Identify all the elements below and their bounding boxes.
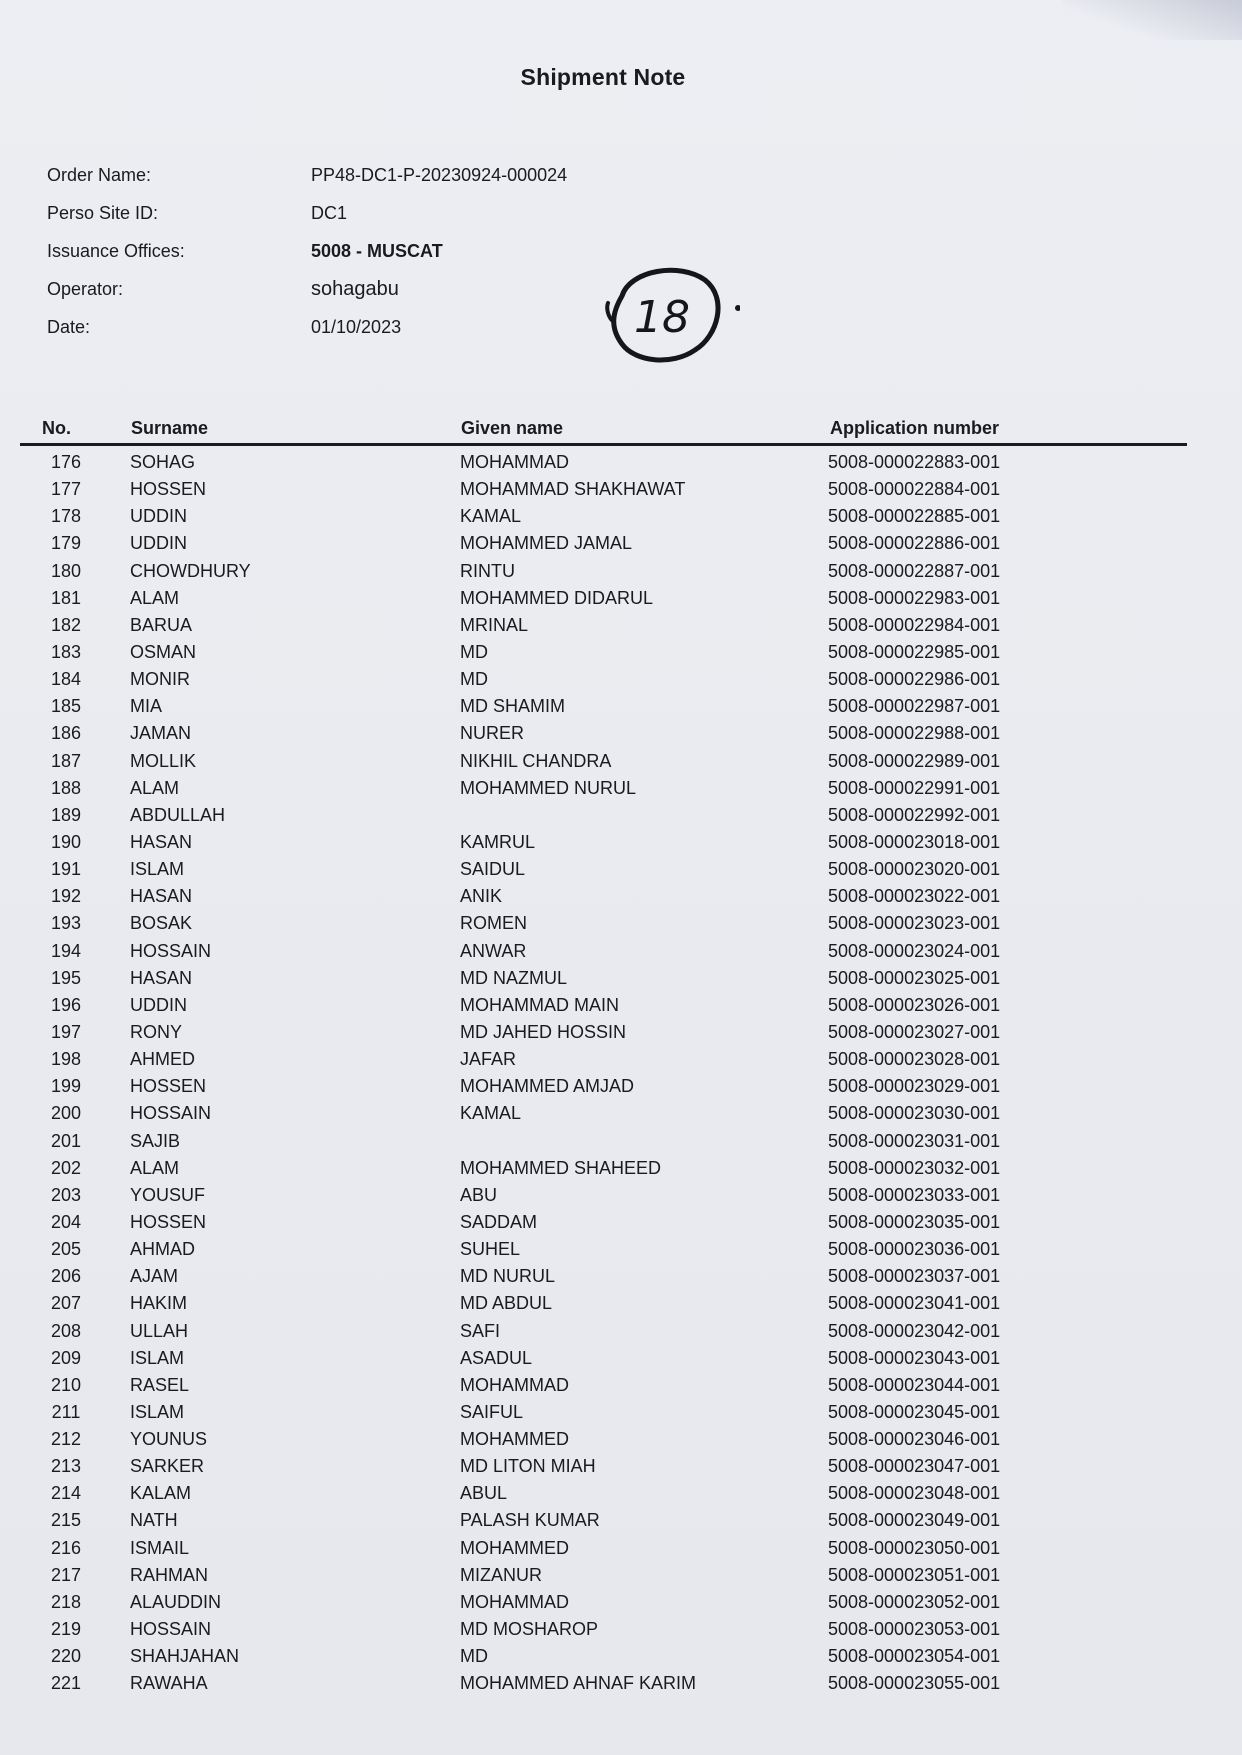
table-row bbox=[0, 1263, 1242, 1290]
row-given-name: MRINAL bbox=[460, 614, 529, 635]
table-row bbox=[0, 1019, 1242, 1046]
table-row bbox=[0, 992, 1242, 1019]
order-name-value: PP48-DC1-P-20230924-000024 bbox=[311, 165, 568, 185]
row-given-name: MOHAMMED SHAHEED bbox=[460, 1157, 662, 1178]
table-row bbox=[0, 1182, 1242, 1209]
row-surname: ALAM bbox=[130, 587, 180, 608]
row-application-number: 5008-000022983-001 bbox=[828, 587, 1001, 608]
row-number: 195 bbox=[50, 967, 82, 988]
table-row bbox=[0, 1073, 1242, 1100]
row-application-number: 5008-000023052-001 bbox=[828, 1591, 1001, 1612]
table-row bbox=[0, 612, 1242, 639]
row-application-number: 5008-000023048-001 bbox=[828, 1483, 1001, 1504]
row-application-number: 5008-000023025-001 bbox=[828, 967, 1001, 988]
row-surname: CHOWDHURY bbox=[130, 560, 251, 581]
row-application-number: 5008-000023037-001 bbox=[828, 1266, 1001, 1287]
row-surname: UDDIN bbox=[130, 533, 187, 554]
row-surname: UDDIN bbox=[130, 506, 187, 527]
row-application-number: 5008-000023046-001 bbox=[828, 1429, 1001, 1450]
row-given-name: SADDAM bbox=[460, 1211, 538, 1232]
row-number: 176 bbox=[50, 452, 82, 472]
row-number: 216 bbox=[50, 1537, 82, 1558]
row-application-number: 5008-000022989-001 bbox=[828, 750, 1001, 771]
row-number: 211 bbox=[51, 1401, 81, 1422]
row-given-name: MOHAMMED bbox=[460, 1429, 569, 1450]
row-number: 197 bbox=[50, 1021, 82, 1042]
table-row bbox=[0, 693, 1242, 720]
row-surname: ALAUDDIN bbox=[130, 1591, 222, 1612]
table-row bbox=[0, 1100, 1242, 1127]
row-application-number: 5008-000023055-001 bbox=[828, 1673, 1001, 1694]
row-application-number: 5008-000022987-001 bbox=[828, 696, 1001, 717]
table-row bbox=[0, 1426, 1242, 1453]
row-surname: ALAM bbox=[130, 777, 180, 798]
row-surname: UDDIN bbox=[130, 994, 187, 1015]
row-surname: NATH bbox=[130, 1510, 178, 1531]
table-row bbox=[0, 1670, 1242, 1697]
row-number: 186 bbox=[50, 723, 82, 744]
row-application-number: 5008-000023043-001 bbox=[828, 1347, 1001, 1368]
row-application-number: 5008-000022984-001 bbox=[828, 614, 1001, 635]
row-number: 183 bbox=[50, 641, 82, 662]
row-surname: AJAM bbox=[130, 1266, 179, 1287]
table-row bbox=[0, 1290, 1242, 1317]
row-given-name: MD bbox=[460, 669, 488, 690]
row-given-name: MOHAMMAD SHAKHAWAT bbox=[460, 479, 686, 500]
row-surname: BOSAK bbox=[130, 913, 193, 934]
shipment-table-body bbox=[0, 449, 1242, 1697]
row-number: 204 bbox=[50, 1211, 82, 1232]
row-given-name: KAMRUL bbox=[460, 831, 536, 852]
row-application-number: 5008-000023023-001 bbox=[828, 913, 1001, 934]
row-surname: HAKIM bbox=[130, 1293, 188, 1314]
row-surname: OSMAN bbox=[130, 641, 197, 662]
row-given-name: SAIDUL bbox=[460, 859, 526, 880]
table-row bbox=[0, 1128, 1242, 1155]
row-surname: RONY bbox=[130, 1021, 183, 1042]
row-given-name: NIKHIL CHANDRA bbox=[460, 750, 612, 771]
row-application-number: 5008-000022985-001 bbox=[828, 641, 1001, 662]
handwritten-circled-number bbox=[600, 258, 740, 373]
row-surname: HASAN bbox=[130, 967, 193, 988]
row-surname: ISLAM bbox=[130, 859, 185, 880]
table-row bbox=[0, 1046, 1242, 1073]
table-row bbox=[0, 910, 1242, 937]
operator-label: Operator: bbox=[47, 279, 124, 299]
table-row bbox=[0, 1318, 1242, 1345]
row-number: 185 bbox=[50, 696, 82, 717]
row-given-name: MOHAMMED bbox=[460, 1537, 569, 1558]
row-given-name: MD JAHED HOSSIN bbox=[460, 1021, 627, 1042]
row-given-name: KAMAL bbox=[460, 506, 522, 527]
row-application-number: 5008-000023033-001 bbox=[828, 1184, 1001, 1205]
row-given-name: SAFI bbox=[460, 1320, 501, 1341]
handwritten-number-text: 18 bbox=[634, 292, 690, 343]
row-surname: ALAM bbox=[130, 1157, 180, 1178]
row-surname: ISMAIL bbox=[130, 1537, 190, 1558]
row-application-number: 5008-000023045-001 bbox=[828, 1401, 1001, 1422]
row-number: 193 bbox=[50, 913, 82, 934]
row-number: 206 bbox=[50, 1266, 82, 1287]
row-surname: RAHMAN bbox=[130, 1564, 209, 1585]
table-row bbox=[0, 558, 1242, 585]
row-given-name: KAMAL bbox=[460, 1103, 522, 1124]
column-header-surname: Surname bbox=[131, 418, 209, 438]
row-application-number: 5008-000022988-001 bbox=[828, 723, 1001, 744]
site-id-value: DC1 bbox=[311, 203, 348, 223]
row-surname: HASAN bbox=[130, 831, 193, 852]
row-given-name: MD MOSHAROP bbox=[460, 1619, 599, 1640]
table-row bbox=[0, 1236, 1242, 1263]
table-row bbox=[0, 1562, 1242, 1589]
row-surname: HOSSEN bbox=[130, 1076, 207, 1097]
row-surname: SOHAG bbox=[130, 452, 196, 472]
row-surname: YOUSUF bbox=[130, 1184, 206, 1205]
row-number: 189 bbox=[50, 804, 82, 825]
row-given-name: MD bbox=[460, 1646, 488, 1667]
row-given-name: MD NAZMUL bbox=[460, 967, 567, 988]
row-application-number: 5008-000023042-001 bbox=[828, 1320, 1001, 1341]
row-number: 218 bbox=[50, 1591, 82, 1612]
row-number: 199 bbox=[50, 1076, 82, 1097]
row-given-name: MOHAMMED NURUL bbox=[460, 777, 637, 798]
row-application-number: 5008-000023027-001 bbox=[828, 1021, 1001, 1042]
row-application-number: 5008-000022992-001 bbox=[828, 804, 1001, 825]
row-given-name: MOHAMMAD MAIN bbox=[460, 994, 619, 1015]
row-given-name: MD bbox=[460, 641, 488, 662]
row-application-number: 5008-000023036-001 bbox=[828, 1239, 1001, 1260]
row-number: 188 bbox=[50, 777, 82, 798]
row-surname: AHMED bbox=[130, 1049, 196, 1070]
row-number: 196 bbox=[50, 994, 82, 1015]
row-surname: RASEL bbox=[130, 1374, 190, 1395]
row-application-number: 5008-000023051-001 bbox=[828, 1564, 1001, 1585]
row-surname: YOUNUS bbox=[130, 1429, 208, 1450]
row-surname: ISLAM bbox=[130, 1401, 185, 1422]
row-given-name: ROMEN bbox=[460, 913, 527, 934]
table-row bbox=[0, 856, 1242, 883]
row-number: 202 bbox=[50, 1157, 82, 1178]
table-row bbox=[0, 720, 1242, 747]
table-row bbox=[0, 1155, 1242, 1182]
row-given-name: MD LITON MIAH bbox=[460, 1456, 596, 1477]
table-row bbox=[0, 1453, 1242, 1480]
column-header-application-number: Application number bbox=[830, 418, 1000, 438]
table-row bbox=[0, 1643, 1242, 1670]
row-given-name: MOHAMMED JAMAL bbox=[460, 533, 633, 554]
date-label: Date: bbox=[47, 317, 91, 337]
row-application-number: 5008-000023018-001 bbox=[828, 831, 1001, 852]
row-given-name: ASADUL bbox=[460, 1347, 533, 1368]
table-row bbox=[0, 585, 1242, 612]
row-surname: RAWAHA bbox=[130, 1673, 208, 1694]
table-row bbox=[0, 748, 1242, 775]
row-surname: HOSSEN bbox=[130, 1211, 207, 1232]
row-number: 212 bbox=[50, 1429, 82, 1450]
table-row bbox=[0, 1616, 1242, 1643]
row-surname: ABDULLAH bbox=[130, 804, 226, 825]
issuance-office-label: Issuance Offices: bbox=[47, 241, 185, 261]
row-number: 179 bbox=[50, 533, 82, 554]
row-surname: MONIR bbox=[130, 669, 190, 690]
row-application-number: 5008-000023030-001 bbox=[828, 1103, 1001, 1124]
row-given-name: NURER bbox=[460, 723, 525, 744]
row-surname: SARKER bbox=[130, 1456, 205, 1477]
row-number: 191 bbox=[50, 859, 82, 880]
paper-fold-shadow bbox=[1062, 0, 1242, 40]
row-number: 184 bbox=[50, 669, 82, 690]
row-surname: SAJIB bbox=[130, 1130, 181, 1151]
row-number: 215 bbox=[50, 1510, 82, 1531]
row-number: 181 bbox=[50, 587, 82, 608]
row-surname: ISLAM bbox=[130, 1347, 185, 1368]
row-application-number: 5008-000023049-001 bbox=[828, 1510, 1001, 1531]
row-application-number: 5008-000022884-001 bbox=[828, 479, 1001, 500]
row-number: 217 bbox=[50, 1564, 82, 1585]
row-application-number: 5008-000023020-001 bbox=[828, 859, 1001, 880]
date-value: 01/10/2023 bbox=[311, 317, 402, 337]
row-number: 207 bbox=[50, 1293, 82, 1314]
row-given-name: ABU bbox=[460, 1184, 498, 1205]
row-application-number: 5008-000023032-001 bbox=[828, 1157, 1001, 1178]
row-given-name: MD ABDUL bbox=[460, 1293, 553, 1314]
row-given-name: MOHAMMAD bbox=[460, 452, 569, 472]
row-number: 198 bbox=[50, 1049, 82, 1070]
row-surname: ULLAH bbox=[130, 1320, 189, 1341]
row-given-name: MD NURUL bbox=[460, 1266, 556, 1287]
table-row bbox=[0, 666, 1242, 693]
row-number: 178 bbox=[50, 506, 82, 527]
row-application-number: 5008-000023031-001 bbox=[828, 1130, 1001, 1151]
row-application-number: 5008-000023028-001 bbox=[828, 1049, 1001, 1070]
row-number: 208 bbox=[50, 1320, 82, 1341]
row-surname: HOSSAIN bbox=[130, 1103, 212, 1124]
row-given-name: MOHAMMED DIDARUL bbox=[460, 587, 654, 608]
table-row bbox=[0, 1209, 1242, 1236]
site-id-label: Perso Site ID: bbox=[47, 203, 159, 223]
table-row bbox=[0, 1345, 1242, 1372]
row-application-number: 5008-000022986-001 bbox=[828, 669, 1001, 690]
row-number: 201 bbox=[50, 1130, 82, 1151]
row-given-name: SUHEL bbox=[460, 1239, 521, 1260]
document-title: Shipment Note bbox=[520, 64, 686, 90]
table-row bbox=[0, 639, 1242, 666]
row-number: 203 bbox=[50, 1184, 82, 1205]
row-application-number: 5008-000023024-001 bbox=[828, 940, 1001, 961]
row-number: 190 bbox=[50, 831, 82, 852]
row-number: 205 bbox=[50, 1239, 82, 1260]
row-given-name: ANIK bbox=[460, 886, 503, 907]
table-row bbox=[0, 802, 1242, 829]
row-given-name: MOHAMMAD bbox=[460, 1591, 569, 1612]
order-name-label: Order Name: bbox=[47, 165, 152, 185]
row-application-number: 5008-000023053-001 bbox=[828, 1619, 1001, 1640]
row-application-number: 5008-000022885-001 bbox=[828, 506, 1001, 527]
row-application-number: 5008-000022886-001 bbox=[828, 533, 1001, 554]
table-row bbox=[0, 1372, 1242, 1399]
table-row bbox=[0, 1589, 1242, 1616]
table-row bbox=[0, 965, 1242, 992]
table-row bbox=[0, 775, 1242, 802]
table-row bbox=[0, 883, 1242, 910]
row-number: 213 bbox=[50, 1456, 82, 1477]
issuance-office-value: 5008 - MUSCAT bbox=[311, 241, 443, 261]
row-given-name: ANWAR bbox=[460, 940, 527, 961]
operator-value: sohagabu bbox=[311, 278, 399, 300]
row-number: 182 bbox=[50, 614, 82, 635]
table-row bbox=[0, 476, 1242, 503]
row-surname: HOSSAIN bbox=[130, 1619, 212, 1640]
row-surname: HOSSEN bbox=[130, 479, 207, 500]
row-surname: AHMAD bbox=[130, 1239, 196, 1260]
row-number: 177 bbox=[50, 479, 82, 500]
row-application-number: 5008-000023047-001 bbox=[828, 1456, 1001, 1477]
row-given-name: MD SHAMIM bbox=[460, 696, 565, 717]
row-given-name: MIZANUR bbox=[460, 1564, 542, 1585]
row-number: 219 bbox=[50, 1619, 82, 1640]
row-given-name: JAFAR bbox=[460, 1049, 517, 1070]
table-row bbox=[0, 829, 1242, 856]
row-application-number: 5008-000023054-001 bbox=[828, 1646, 1001, 1667]
row-given-name: PALASH KUMAR bbox=[460, 1510, 600, 1531]
row-application-number: 5008-000023026-001 bbox=[828, 994, 1001, 1015]
row-surname: MOLLIK bbox=[130, 750, 197, 771]
row-surname: JAMAN bbox=[130, 723, 192, 744]
column-header-given-name: Given name bbox=[461, 418, 564, 438]
row-given-name: MOHAMMED AHNAF KARIM bbox=[460, 1673, 697, 1694]
row-number: 194 bbox=[50, 940, 82, 961]
row-application-number: 5008-000023035-001 bbox=[828, 1211, 1001, 1232]
row-number: 220 bbox=[50, 1646, 82, 1667]
table-row bbox=[0, 449, 1242, 476]
row-application-number: 5008-000023041-001 bbox=[828, 1293, 1001, 1314]
row-number: 192 bbox=[50, 886, 82, 907]
row-number: 210 bbox=[50, 1374, 82, 1395]
row-given-name: MOHAMMED AMJAD bbox=[460, 1076, 635, 1097]
table-row bbox=[0, 503, 1242, 530]
row-given-name: ABUL bbox=[460, 1483, 508, 1504]
row-number: 200 bbox=[50, 1103, 82, 1124]
table-row bbox=[0, 1507, 1242, 1534]
row-surname: HASAN bbox=[130, 886, 193, 907]
row-surname: KALAM bbox=[130, 1483, 192, 1504]
header-rule bbox=[20, 443, 1187, 446]
row-number: 180 bbox=[50, 560, 82, 581]
row-application-number: 5008-000022887-001 bbox=[828, 560, 1001, 581]
table-row bbox=[0, 530, 1242, 557]
row-number: 187 bbox=[50, 750, 82, 771]
row-application-number: 5008-000023022-001 bbox=[828, 886, 1001, 907]
table-row bbox=[0, 1480, 1242, 1507]
table-row bbox=[0, 1535, 1242, 1562]
row-application-number: 5008-000023050-001 bbox=[828, 1537, 1001, 1558]
table-row bbox=[0, 938, 1242, 965]
row-given-name: MOHAMMAD bbox=[460, 1374, 569, 1395]
row-given-name: SAIFUL bbox=[460, 1401, 524, 1422]
row-surname: BARUA bbox=[130, 614, 193, 635]
row-application-number: 5008-000023029-001 bbox=[828, 1076, 1001, 1097]
row-application-number: 5008-000022883-001 bbox=[828, 452, 1001, 472]
column-header-no: No. bbox=[42, 418, 71, 438]
row-number: 214 bbox=[50, 1483, 82, 1504]
row-number: 209 bbox=[50, 1347, 82, 1368]
row-surname: SHAHJAHAN bbox=[130, 1646, 240, 1667]
row-given-name: RINTU bbox=[460, 560, 515, 581]
row-number: 221 bbox=[50, 1673, 82, 1694]
row-application-number: 5008-000023044-001 bbox=[828, 1374, 1001, 1395]
row-surname: MIA bbox=[130, 696, 163, 717]
table-row bbox=[0, 1399, 1242, 1426]
row-application-number: 5008-000022991-001 bbox=[828, 777, 1001, 798]
row-surname: HOSSAIN bbox=[130, 940, 212, 961]
